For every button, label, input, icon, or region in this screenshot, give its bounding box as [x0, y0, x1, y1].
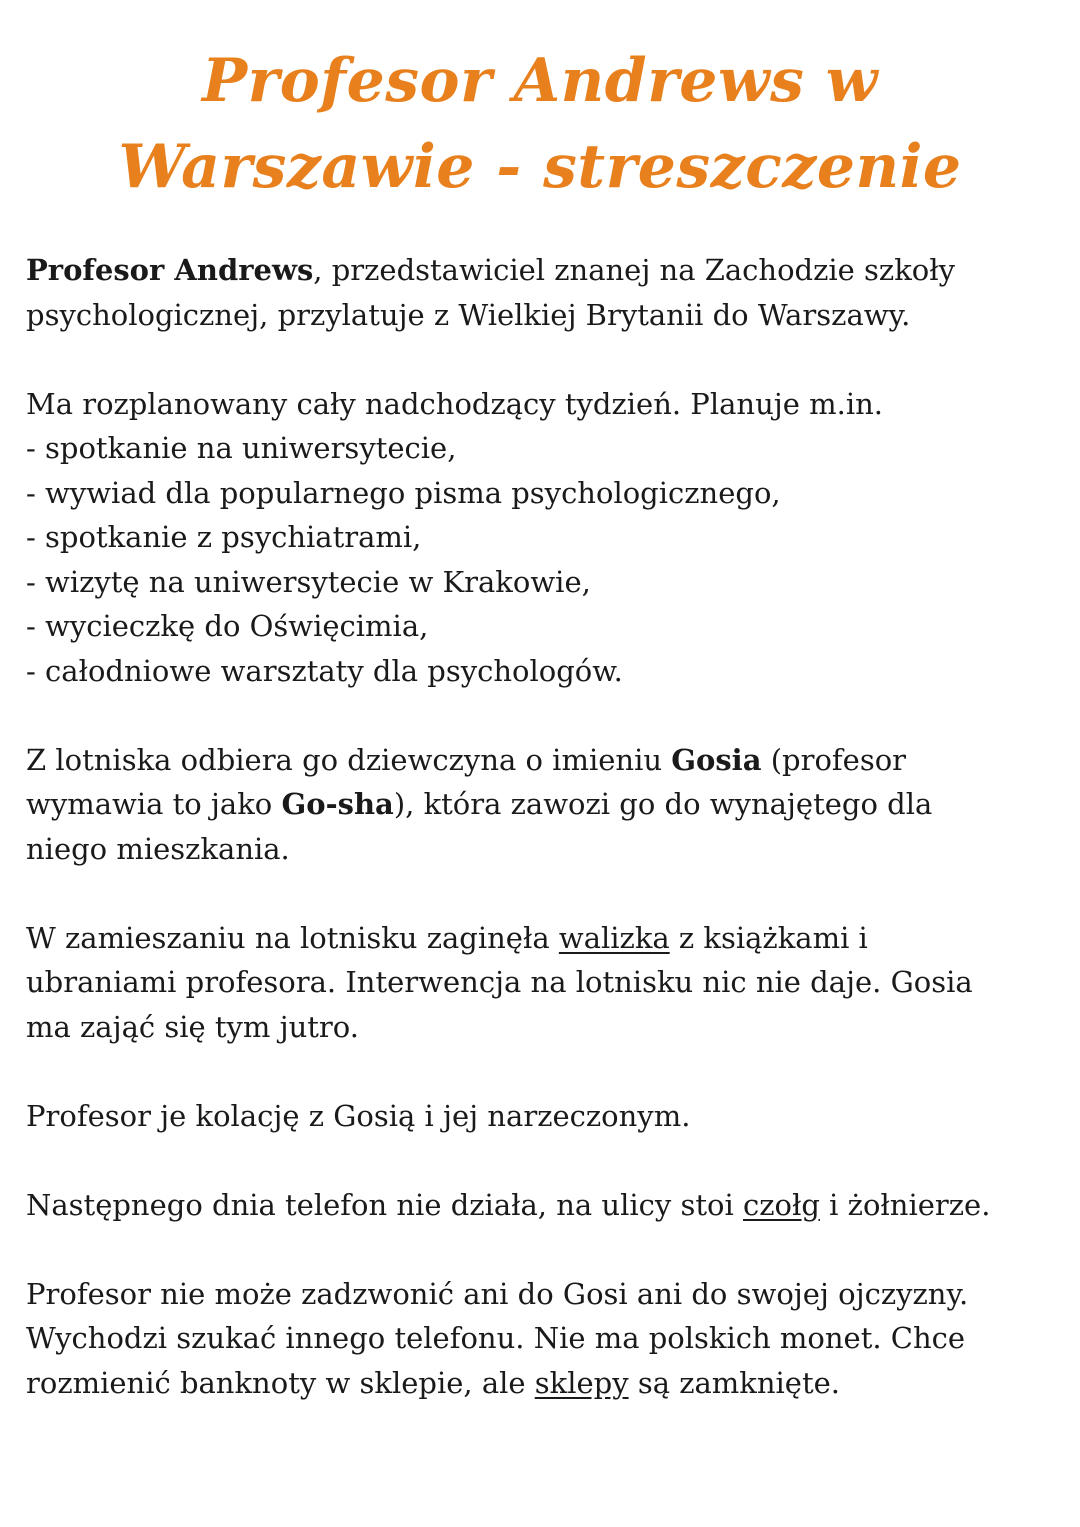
summary-content [26, 248, 1066, 1450]
paragraph-plan [26, 382, 1066, 694]
name-gosha: Go-sha [281, 787, 394, 821]
title-line-2: Warszawie - streszczenie [118, 132, 962, 202]
text-span: rozmienić banknoty w sklepie, ale [26, 1365, 535, 1400]
plan-item: - spotkanie na uniwersytecie, [26, 431, 457, 465]
title-line-1: Profesor Andrews w [202, 46, 878, 116]
paragraph-line [26, 1361, 1066, 1406]
paragraph-gosia [26, 738, 1066, 872]
paragraph-introduction [26, 248, 1066, 337]
plan-intro: Ma rozplanowany cały nadchodzący tydzień. Planuje m.in. [26, 386, 884, 421]
paragraph-line [26, 916, 1066, 961]
text-span: Z lotniska odbiera go dziewczyna o imieniu [26, 742, 672, 777]
name-gosia: Gosia [671, 742, 762, 777]
paragraph-line: psychologicznej, przylatuje z Wielkiej Brytanii do Warszawy. [26, 297, 911, 332]
paragraph-line: ubraniami profesora. Interwencja na lotnisku nic nie daje. Gosia [26, 965, 973, 999]
text-span: Następnego dnia telefon nie działa, na ulicy stoi [26, 1187, 743, 1222]
paragraph-line: Wychodzi szukać innego telefonu. Nie ma polskich monet. Chce [26, 1321, 966, 1355]
plan-item: - wycieczkę do Oświęcimia, [26, 609, 429, 643]
paragraph-line [26, 738, 1066, 783]
plan-item: - całodniowe warsztaty dla psychologów. [26, 653, 623, 688]
paragraph-line [26, 1183, 1066, 1228]
text-span: z książkami i [669, 920, 868, 955]
underlined-word-czolg: czołg [743, 1187, 820, 1222]
underlined-word-sklepy: sklepy [534, 1365, 629, 1400]
plan-item: - wizytę na uniwersytecie w Krakowie, [26, 564, 591, 599]
plan-item: - wywiad dla popularnego pisma psychologicznego, [26, 475, 781, 510]
text-span: , przedstawiciel znanej na Zachodzie szkoły [313, 253, 956, 287]
paragraph-line: niego mieszkania. [26, 831, 290, 866]
underlined-word-walizka: walizka [558, 920, 670, 955]
paragraph-phone [26, 1272, 1066, 1406]
text-span: i żołnierze. [819, 1187, 991, 1222]
text-span: (profesor [761, 742, 907, 777]
paragraph-next-day [26, 1183, 1066, 1228]
plan-item: - spotkanie z psychiatrami, [26, 520, 422, 554]
paragraph-suitcase [26, 916, 1066, 1050]
page-title [0, 0, 1080, 210]
text-span: są zamknięte. [628, 1365, 841, 1400]
paragraph-line [26, 248, 1066, 293]
paragraph-line: Profesor nie może zadzwonić ani do Gosi ani do swojej ojczyzny. [26, 1276, 969, 1311]
text-span: wymawia to jako [26, 787, 282, 821]
text-span: ), która zawozi go do wynajętego dla [393, 787, 933, 821]
paragraph-line [26, 782, 1066, 827]
paragraph-dinner [26, 1094, 1066, 1139]
text-span: W zamieszaniu na lotnisku zaginęła [26, 920, 559, 955]
professor-name: Profesor Andrews [26, 253, 314, 287]
paragraph-line: ma zająć się tym jutro. [26, 1009, 359, 1044]
paragraph-line: Profesor je kolację z Gosią i jej narzeczonym. [26, 1098, 691, 1133]
